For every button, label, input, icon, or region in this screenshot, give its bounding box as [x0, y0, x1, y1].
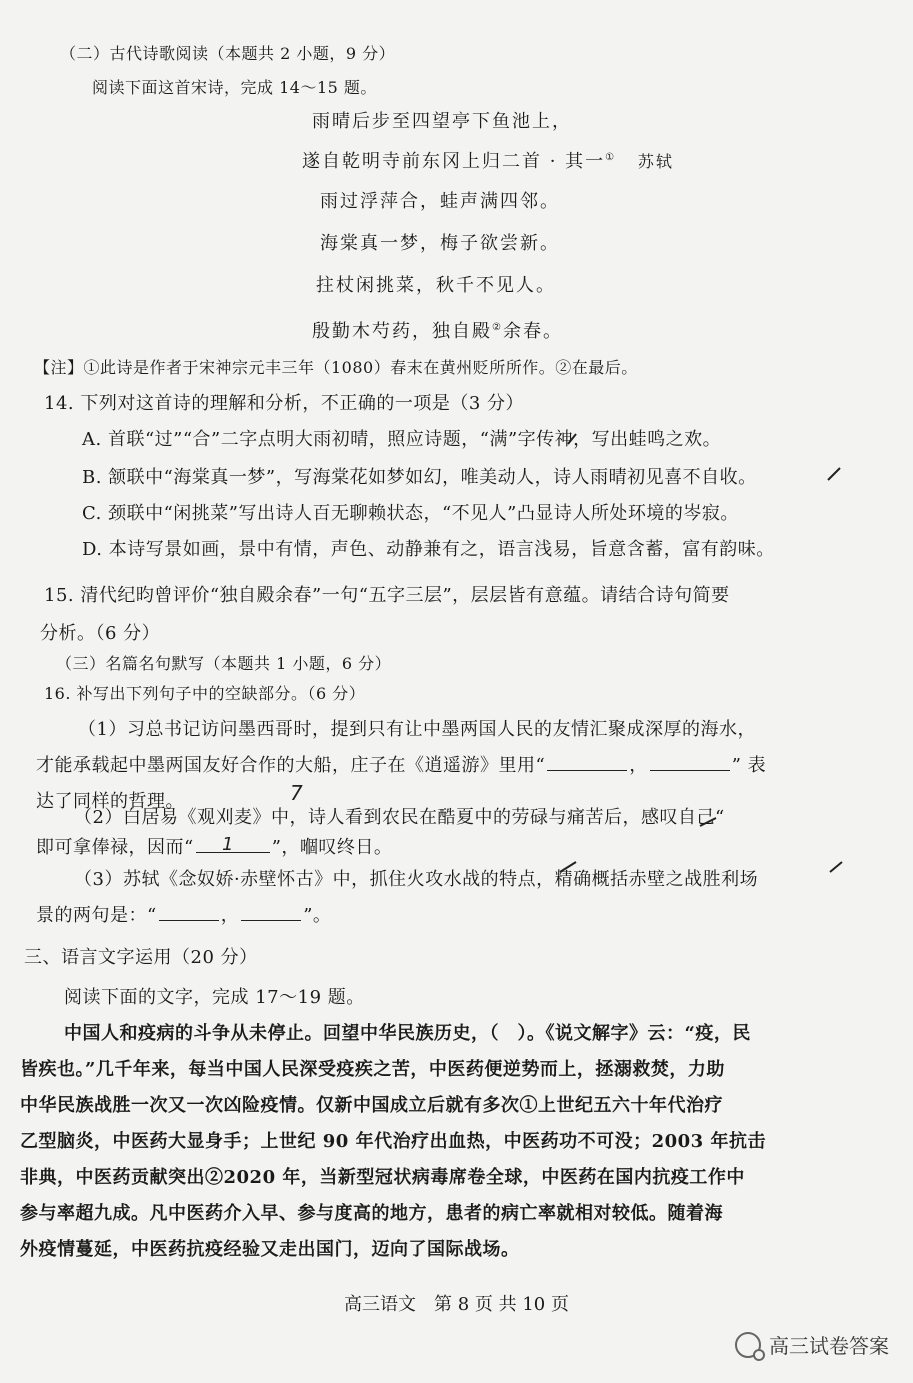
- q16-p1-text-b: ，: [629, 755, 648, 776]
- checkmark-b: [828, 468, 840, 480]
- q16-stem: 16. 补写出下列句子中的空缺部分。（6 分）: [44, 684, 366, 703]
- answer-blank-3[interactable]: [196, 836, 270, 853]
- poem-line-4: [312, 316, 563, 344]
- q16-p2-text-b: ”，嗰叹终日。: [271, 837, 393, 858]
- note-mark-2: ②: [492, 322, 503, 333]
- answer-blank-2[interactable]: [650, 754, 730, 771]
- q14-option-b: B. 颔联中“海棠真一梦”，写海棠花如梦如幻，唯美动人，诗人雨晴初见喜不自收。: [82, 467, 757, 488]
- passage-line-7: 外疫情蔓延，中医药抗疫经验又走出国门，迈向了国际战场。: [20, 1239, 520, 1260]
- passage-line-6: 参与率超九成。凡中医药介入早、参与度高的地方，患者的病亡率就相对较低。随着海: [20, 1203, 723, 1224]
- q16-p1-line2: [36, 754, 766, 778]
- q14-option-d: D. 本诗写景如画，景中有情，声色、动静兼有之，语言浅易，旨意含蓄，富有韵味。: [82, 539, 775, 560]
- q15-line1: 15. 清代纪昀曾评价“独自殿余春”一句“五字三层”，层层皆有意蕴。请结合诗句简要: [44, 585, 730, 606]
- passage-line-4: 乙型脑炎，中医药大显身手；上世纪 90 年代治疗出血热，中医药功不可没；2003 年抗击: [20, 1131, 766, 1152]
- q16-p3-text-c: ”。: [303, 905, 332, 926]
- poem-line-4b: 余春。: [502, 321, 563, 342]
- section-2-title: （二）古代诗歌阅读（本题共 2 小题，9 分）: [60, 44, 396, 63]
- poem-line-1: 雨过浮萍合，蛙声满四邻。: [320, 191, 560, 212]
- q16-p1-line3: 达了同样的哲理。: [36, 791, 184, 812]
- checkmark-e: [830, 862, 842, 872]
- q16-p2-line2: [36, 836, 392, 860]
- poem-line-3: 拄杖闲挑菜，秋千不见人。: [316, 275, 556, 296]
- hand-mark-1: 1: [222, 834, 234, 855]
- q16-p3-text-a: 景的两句是：“: [36, 905, 157, 926]
- page-footer: 高三语文 第 8 页 共 10 页: [344, 1294, 569, 1315]
- q14-option-a: A. 首联“过”“合”二字点明大雨初晴，照应诗题，“满”字传神，写出蛙鸣之欢。: [82, 429, 722, 450]
- answer-blank-1[interactable]: [547, 754, 627, 771]
- passage-line-5: 非典，中医药贡献突出②2020 年，当新型冠状病毒席卷全球，中医药在国内抗疫工作中: [20, 1167, 745, 1188]
- q16-p1-line1: （1）习总书记访问墨西哥时，提到只有让中墨两国人民的友情汇聚成深厚的海水，: [78, 719, 756, 740]
- wechat-icon: [735, 1332, 761, 1358]
- q16-p2-line1: （2）白居易《观刈麦》中，诗人看到农民在酷夏中的劳碌与痛苦后，感叹自己“: [74, 807, 725, 828]
- poem-line-4a: 殷勤木芍药，独自殿: [312, 321, 492, 342]
- q14-option-c: C. 颈联中“闲挑菜”写出诗人百无聊赖状态，“不见人”凸显诗人所处环境的岑寂。: [82, 503, 739, 524]
- poem-line-2: 海棠真一梦，梅子欲尝新。: [320, 233, 560, 254]
- passage-line-3: 中华民族战胜一次又一次凶险疫情。仅新中国成立后就有多次①上世纪五六十年代治疗: [20, 1095, 723, 1116]
- answer-blank-5[interactable]: [241, 904, 301, 921]
- q15-line2: 分析。（6 分）: [40, 623, 161, 644]
- poem-note: 【注】①此诗是作者于宋神宗元丰三年（1080）春末在黄州贬所所作。②在最后。: [34, 358, 638, 377]
- section-3-title: （三）名篇名句默写（本题共 1 小题，6 分）: [56, 654, 392, 673]
- q16-p1-text-c: ” 表: [731, 755, 767, 776]
- poem-title-line2: [302, 146, 674, 174]
- watermark-text: 高三试卷答案: [769, 1334, 889, 1358]
- poem-author: 苏轼: [637, 152, 674, 171]
- answer-blank-4[interactable]: [159, 904, 219, 921]
- note-mark-1: ①: [605, 152, 617, 163]
- part-3-title: 三、语言文字运用（20 分）: [24, 947, 258, 968]
- part-3-intro: 阅读下面的文字，完成 17～19 题。: [64, 987, 365, 1008]
- passage-line-2: 皆疾也。”几千年来，每当中国人民深受疫疾之苦，中医药便逆势而上，拯溺救焚，力助: [20, 1059, 725, 1080]
- q16-p3-line2: [36, 904, 331, 928]
- q16-p3-line1: （3）苏轼《念奴娇·赤壁怀古》中，抓住火攻水战的特点，精确概括赤壁之战胜利场: [74, 869, 759, 890]
- passage-line-1: 中国人和疫病的斗争从未停止。回望中华民族历史，（ ）。《说文解字》云：“疫，民: [64, 1023, 751, 1044]
- poem-title-text: 遂自乾明寺前东冈上归二首 · 其一: [302, 151, 606, 172]
- hand-mark-7: 7: [290, 781, 303, 805]
- section-2-intro: 阅读下面这首宋诗，完成 14～15 题。: [92, 78, 377, 97]
- q16-p2-text-a: 即可拿俸禄，因而“: [36, 837, 194, 858]
- q16-p1-text-a: 才能承载起中墨两国友好合作的大船，庄子在《逍遥游》里用“: [36, 755, 546, 776]
- watermark: [735, 1330, 889, 1359]
- q14-stem: 14. 下列对这首诗的理解和分析，不正确的一项是（3 分）: [44, 393, 525, 414]
- q16-p3-text-b: ，: [220, 905, 240, 926]
- poem-title-line1: 雨晴后步至四望亭下鱼池上，: [312, 111, 572, 132]
